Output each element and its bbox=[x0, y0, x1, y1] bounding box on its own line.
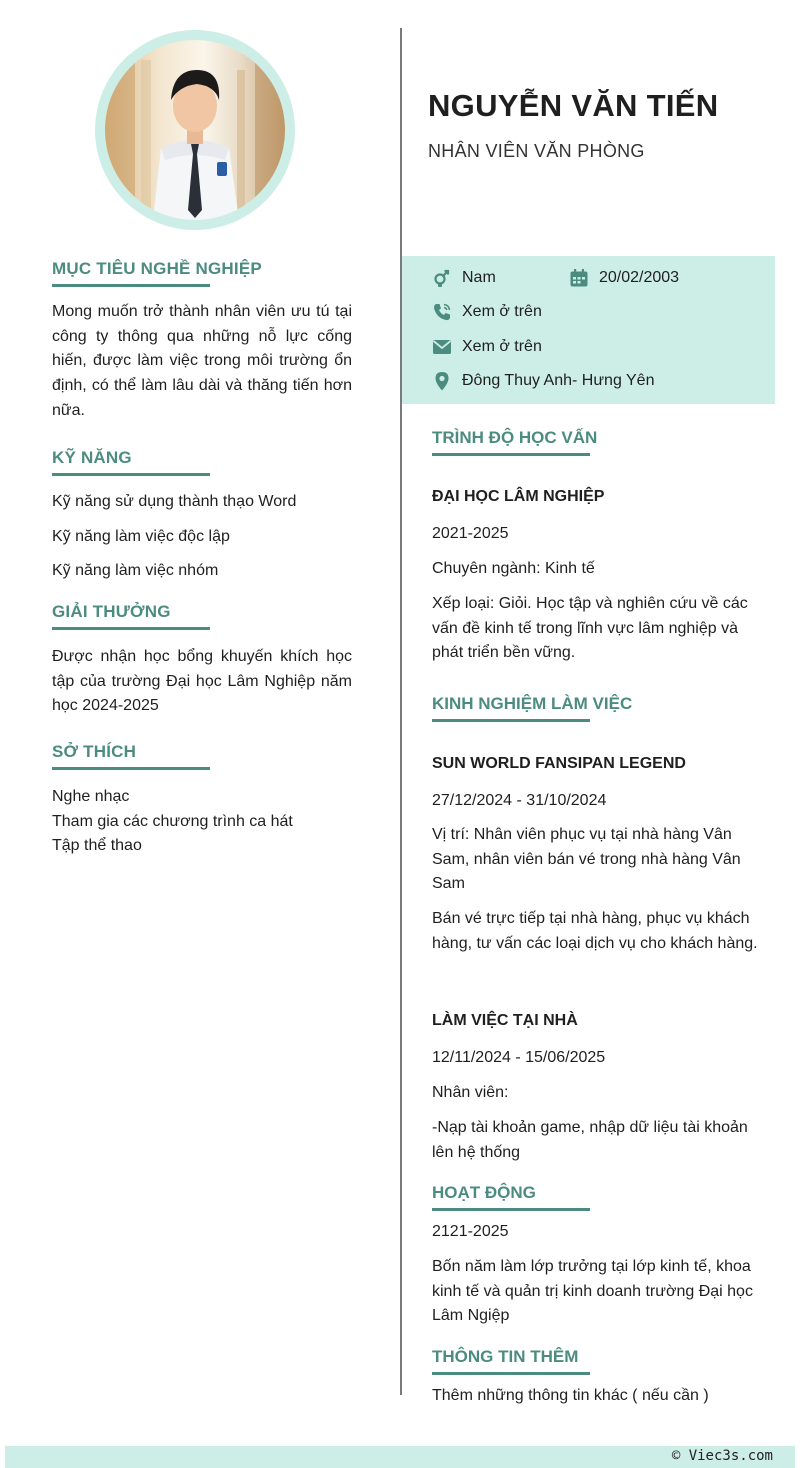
objective-text: Mong muốn trở thành nhân viên ưu tú tại công ty thông qua những nỗ lực cống hiến, được làm việc trong môi trường ổn định, có thể làm lâu dài và thăng tiến hơn nữa. bbox=[52, 303, 352, 419]
education-title bbox=[432, 428, 597, 456]
objective-title bbox=[52, 259, 262, 287]
skills-underline bbox=[52, 473, 210, 476]
activities-title-text: HOẠT ĐỘNG bbox=[432, 1183, 536, 1202]
phone-text: Xem ở trên bbox=[462, 303, 542, 320]
experience-title-text: KINH NGHIỆM LÀM VIỆC bbox=[432, 694, 633, 713]
skill-item: Kỹ năng sử dụng thành thạo Word bbox=[52, 493, 297, 510]
education-grade: Xếp loại: Giỏi. Học tập và nghiên cứu về các vấn đề kinh tế trong lĩnh vực lâm nghiệp và phát triển bền vững. bbox=[432, 595, 748, 662]
gender-icon bbox=[432, 268, 452, 288]
job-position: Vị trí: Nhân viên phục vụ tại nhà hàng Vân Sam, nhân viên bán vé trong nhà hàng Vân Sam bbox=[432, 826, 741, 893]
person-illustration bbox=[105, 40, 285, 220]
column-divider bbox=[400, 28, 402, 1395]
skills-title bbox=[52, 448, 210, 476]
hobby-item: Tập thể thao bbox=[52, 837, 142, 854]
address-text: Đông Thuy Anh- Hưng Yên bbox=[462, 372, 655, 389]
footer-bar bbox=[5, 1446, 795, 1468]
gender-text: Nam bbox=[462, 269, 496, 286]
profile-photo bbox=[105, 40, 285, 220]
phone-row bbox=[432, 302, 542, 322]
activities-title bbox=[432, 1183, 590, 1211]
job-description: Bán vé trực tiếp tại nhà hàng, phục vụ khách hàng, tư vấn các loại dịch vụ cho khách hàng. bbox=[432, 910, 758, 952]
footer-brand: © Viec3s.com bbox=[671, 1448, 773, 1464]
extra-info-title-text: THÔNG TIN THÊM bbox=[432, 1347, 579, 1366]
education-period: 2021-2025 bbox=[432, 525, 509, 542]
full-name: NGUYỄN VĂN TIẾN bbox=[428, 88, 719, 123]
hobbies-title bbox=[52, 742, 210, 770]
birthdate-row bbox=[569, 268, 679, 288]
job-period: 12/11/2024 - 15/06/2025 bbox=[432, 1049, 606, 1066]
job-role: NHÂN VIÊN VĂN PHÒNG bbox=[428, 141, 645, 161]
skill-item: Kỹ năng làm việc nhóm bbox=[52, 562, 219, 579]
activities-period: 2121-2025 bbox=[432, 1223, 509, 1240]
hobby-item: Nghe nhạc bbox=[52, 788, 130, 805]
job-company: LÀM VIỆC TẠI NHÀ bbox=[432, 1012, 578, 1029]
hobbies-underline bbox=[52, 767, 210, 770]
education-major: Chuyên ngành: Kinh tế bbox=[432, 560, 595, 577]
school-name: ĐẠI HỌC LÂM NGHIỆP bbox=[432, 488, 605, 505]
hobbies-title-text: SỞ THÍCH bbox=[52, 742, 137, 761]
activities-underline bbox=[432, 1208, 590, 1211]
email-text: Xem ở trên bbox=[462, 338, 542, 355]
awards-underline bbox=[52, 627, 210, 630]
experience-title bbox=[432, 694, 632, 722]
birthdate-text: 20/02/2003 bbox=[599, 269, 680, 286]
gender-row bbox=[432, 268, 496, 288]
skills-title-text: KỸ NĂNG bbox=[52, 448, 132, 467]
extra-info-title bbox=[432, 1347, 590, 1375]
avatar bbox=[95, 30, 295, 230]
hobby-item: Tham gia các chương trình ca hát bbox=[52, 813, 293, 830]
extra-info-underline bbox=[432, 1372, 590, 1375]
education-underline bbox=[432, 453, 590, 456]
awards-title bbox=[52, 602, 210, 630]
calendar-icon bbox=[569, 268, 589, 288]
experience-underline bbox=[432, 719, 590, 722]
job-position: Nhân viên: bbox=[432, 1084, 509, 1101]
email-icon bbox=[432, 337, 452, 357]
activities-description: Bốn năm làm lớp trưởng tại lớp kinh tế, khoa kinh tế và quản trị kinh doanh trường Đại học Lâm Ngiệp bbox=[432, 1258, 753, 1325]
objective-title-text: MỤC TIÊU NGHỀ NGHIỆP bbox=[52, 259, 262, 278]
education-title-text: TRÌNH ĐỘ HỌC VẤN bbox=[432, 428, 598, 447]
skill-item: Kỹ năng làm việc độc lập bbox=[52, 528, 230, 545]
location-pin-icon bbox=[432, 371, 452, 391]
email-row bbox=[432, 337, 542, 357]
awards-text: Được nhận học bổng khuyến khích học tập của trường Đại học Lâm Nghiệp năm học 2024-2025 bbox=[52, 648, 352, 715]
objective-underline bbox=[52, 284, 210, 287]
address-row bbox=[432, 371, 654, 391]
job-period: 27/12/2024 - 31/10/2024 bbox=[432, 792, 607, 809]
job-description: -Nạp tài khoản game, nhập dữ liệu tài khoản lên hệ thống bbox=[432, 1119, 748, 1161]
extra-info-text: Thêm những thông tin khác ( nếu cần ) bbox=[432, 1387, 709, 1404]
job-company: SUN WORLD FANSIPAN LEGEND bbox=[432, 755, 686, 772]
phone-icon bbox=[432, 302, 452, 322]
awards-title-text: GIẢI THƯỞNG bbox=[52, 602, 171, 621]
